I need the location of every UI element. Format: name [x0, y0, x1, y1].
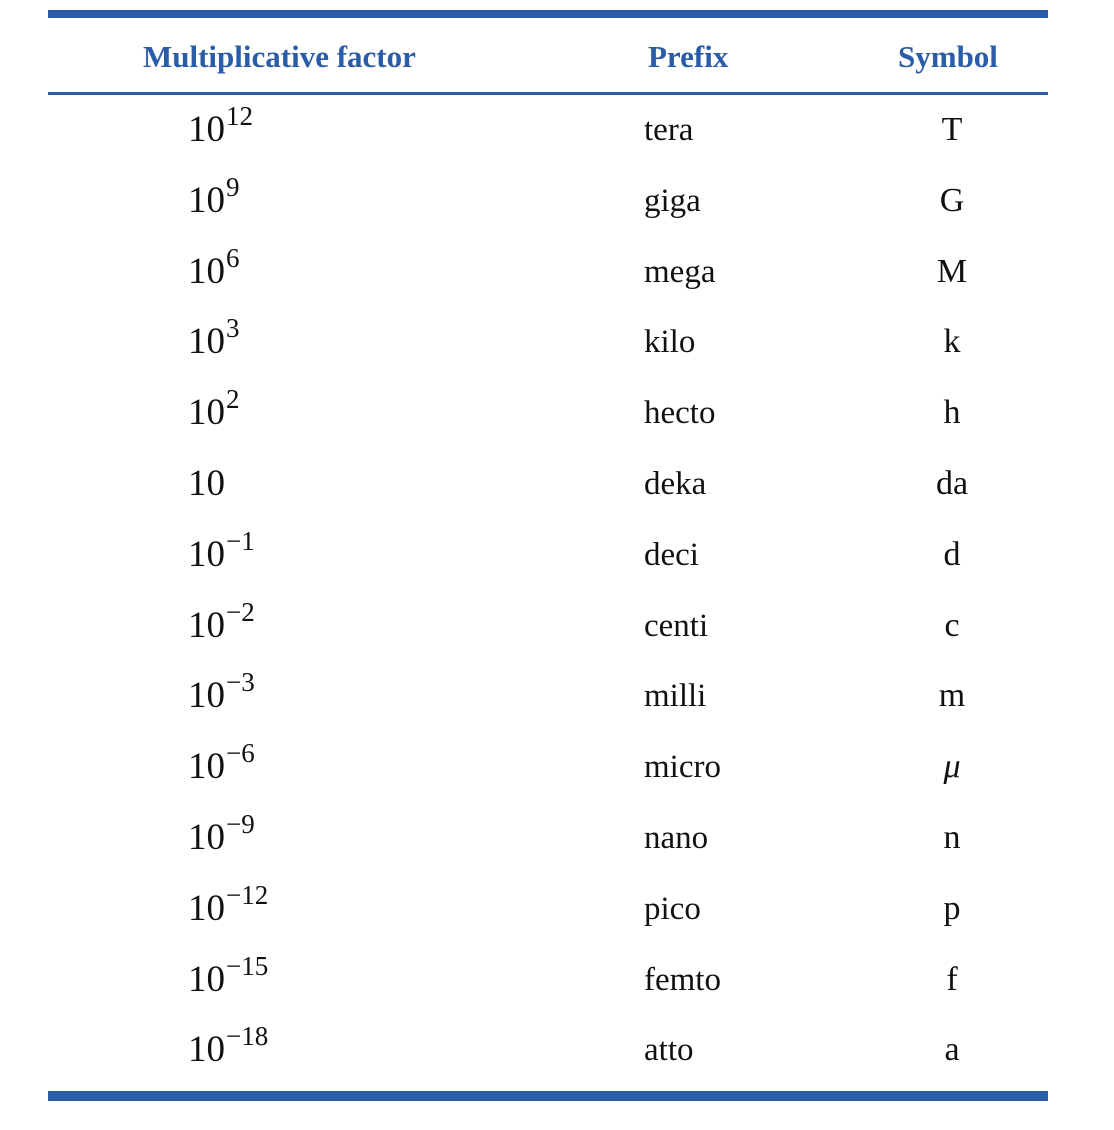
prefix-cell: kilo [644, 324, 696, 361]
table-row [48, 237, 1048, 308]
table-row [48, 307, 1048, 378]
multiplicative-factor-cell [188, 237, 368, 308]
header-prefix: Prefix [648, 39, 729, 74]
table-row [48, 166, 1048, 237]
symbol-cell: d [943, 535, 961, 573]
multiplicative-factor-cell [188, 520, 368, 591]
factor-exponent: 9 [226, 171, 240, 202]
table-row [48, 732, 1048, 803]
symbol-cell: T [941, 111, 963, 148]
factor-base: 10 [188, 887, 225, 929]
multiplicative-factor-cell [188, 661, 368, 732]
symbol-cell: n [943, 818, 961, 856]
multiplicative-factor-cell [188, 945, 368, 1016]
prefix-cell: centi [644, 607, 709, 644]
symbol-cell: h [943, 394, 961, 432]
symbol-cell: f [946, 960, 958, 998]
table-row [48, 449, 1048, 520]
factor-exponent: 3 [226, 313, 240, 344]
prefix-cell: deci [644, 536, 699, 573]
multiplicative-factor-cell [188, 449, 368, 520]
prefix-cell: milli [644, 678, 707, 715]
symbol-cell: m [938, 677, 966, 715]
table-header-row [48, 18, 1048, 92]
factor-exponent: −9 [226, 808, 255, 839]
factor-base: 10 [188, 533, 225, 575]
table-row [48, 661, 1048, 732]
factor-exponent: 2 [226, 384, 240, 415]
prefix-cell: tera [644, 112, 694, 148]
table-row [48, 1015, 1048, 1086]
header-symbol: Symbol [898, 39, 998, 74]
factor-exponent: −1 [226, 525, 255, 556]
factor-exponent: 12 [226, 101, 253, 131]
prefix-cell: giga [644, 182, 701, 219]
prefix-cell: nano [644, 819, 709, 856]
header-multiplicative-factor: Multiplicative factor [143, 39, 416, 74]
factor-exponent: 6 [226, 242, 240, 273]
factor-base: 10 [188, 250, 225, 292]
factor-base: 10 [188, 179, 225, 221]
prefix-cell: atto [644, 1032, 694, 1069]
factor-base: 10 [188, 321, 225, 363]
table-row [48, 874, 1048, 945]
table-top-rule [48, 10, 1048, 18]
factor-base: 10 [188, 958, 225, 1000]
multiplicative-factor-cell [188, 307, 368, 378]
symbol-cell: da [935, 464, 969, 502]
prefix-cell: pico [644, 890, 701, 927]
factor-base: 10 [188, 746, 225, 788]
factor-base: 10 [188, 816, 225, 858]
table-row [48, 945, 1048, 1016]
factor-exponent: −6 [226, 738, 255, 769]
table-bottom-rule [48, 1091, 1048, 1101]
multiplicative-factor-cell [188, 95, 368, 166]
factor-exponent: −15 [226, 950, 269, 981]
symbol-cell: c [944, 606, 960, 644]
table-row [48, 95, 1048, 166]
factor-base: 10 [188, 392, 225, 434]
symbol-cell: M [936, 252, 968, 290]
multiplicative-factor-cell [188, 378, 368, 449]
multiplicative-factor-cell [188, 166, 368, 237]
prefix-cell: femto [644, 961, 721, 998]
factor-exponent: −12 [226, 879, 269, 910]
multiplicative-factor-cell [188, 591, 368, 662]
symbol-cell: a [944, 1031, 960, 1069]
factor-base: 10 [188, 109, 225, 150]
symbol-cell: k [943, 323, 961, 361]
factor-base: 10 [188, 462, 225, 504]
multiplicative-factor-cell [188, 803, 368, 874]
table-row [48, 378, 1048, 449]
symbol-cell: μ [943, 748, 961, 786]
prefix-cell: deka [644, 465, 707, 502]
factor-exponent: −18 [226, 1021, 269, 1052]
table-row [48, 803, 1048, 874]
multiplicative-factor-cell [188, 732, 368, 803]
symbol-cell: G [939, 181, 965, 219]
factor-exponent: −2 [226, 596, 255, 627]
table-row [48, 591, 1048, 662]
si-prefix-table [48, 10, 1048, 95]
prefix-cell: micro [644, 749, 721, 786]
factor-exponent: −3 [226, 667, 255, 698]
table-body [48, 95, 1048, 1085]
factor-base: 10 [188, 675, 225, 717]
prefix-cell: hecto [644, 395, 716, 432]
prefix-cell: mega [644, 253, 716, 290]
table-row [48, 520, 1048, 591]
multiplicative-factor-cell [188, 1015, 368, 1086]
factor-base: 10 [188, 1029, 225, 1071]
multiplicative-factor-cell [188, 874, 368, 945]
symbol-cell: p [943, 889, 961, 927]
factor-base: 10 [188, 604, 225, 646]
